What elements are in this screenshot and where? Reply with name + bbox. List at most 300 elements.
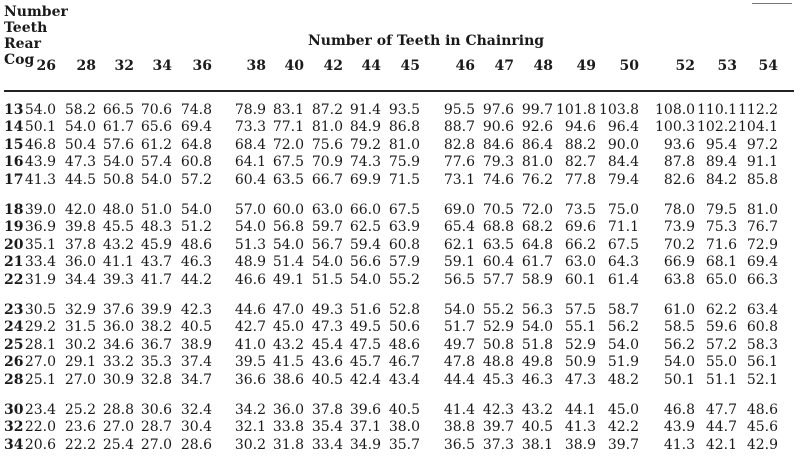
gear-inches-cell: 51.4 — [272, 254, 304, 271]
gear-inches-cell: 84.4 — [607, 154, 639, 171]
gear-inches-cell: 68.2 — [521, 219, 553, 236]
gear-inches-cell: 55.0 — [705, 354, 737, 371]
gear-inches-cell: 55.1 — [564, 319, 596, 336]
gear-inches-cell: 67.5 — [272, 154, 304, 171]
gear-inches-cell: 63.0 — [564, 254, 596, 271]
gear-inches-cell: 40.5 — [388, 402, 420, 418]
gear-inches-cell: 42.9 — [746, 436, 778, 453]
rear-cog-label: 23 — [4, 302, 24, 318]
gear-inches-cell: 28.6 — [180, 436, 212, 453]
gear-inches-cell: 28.1 — [24, 336, 56, 353]
gear-inches-cell: 72.0 — [272, 136, 304, 153]
gear-inches-cell: 54.0 — [272, 236, 304, 253]
gear-inches-cell: 30.9 — [102, 371, 134, 388]
gear-inches-cell: 31.5 — [64, 319, 96, 336]
rear-cog-label: 25 — [4, 336, 24, 353]
gear-inches-cell: 23.4 — [24, 402, 56, 418]
chainring-header: 48 — [533, 58, 553, 74]
gear-inches-cell: 30.5 — [24, 302, 56, 318]
gear-inches-cell: 48.8 — [482, 354, 514, 371]
gear-inches-cell: 34.9 — [349, 436, 381, 453]
gear-inches-cell: 47.3 — [311, 319, 343, 336]
gear-inches-cell: 69.9 — [349, 171, 381, 188]
gear-inches-cell: 62.1 — [443, 236, 475, 253]
gear-inches-cell: 52.9 — [482, 319, 514, 336]
gear-inches-cell: 66.5 — [102, 102, 134, 118]
gear-inches-cell: 69.6 — [564, 219, 596, 236]
gear-inches-cell: 64.1 — [234, 154, 266, 171]
gear-inches-cell: 104.1 — [738, 119, 779, 136]
gear-inches-cell: 46.3 — [180, 254, 212, 271]
corner-label-line: Rear — [4, 36, 41, 52]
gear-inches-cell: 56.3 — [521, 302, 553, 318]
gear-inches-cell: 70.9 — [311, 154, 343, 171]
gear-inches-cell: 81.0 — [521, 154, 553, 171]
gear-inches-cell: 46.7 — [388, 354, 420, 371]
gear-inches-cell: 37.8 — [311, 402, 343, 418]
gear-inches-cell: 49.8 — [521, 354, 553, 371]
gear-inches-cell: 39.3 — [102, 271, 134, 288]
gear-inches-cell: 35.1 — [24, 236, 56, 253]
gear-inches-cell: 44.6 — [234, 302, 266, 318]
gear-inches-cell: 31.9 — [24, 271, 56, 288]
gear-inches-cell: 101.8 — [556, 102, 597, 118]
rear-cog-label: 34 — [4, 436, 24, 453]
rear-cog-label: 15 — [4, 136, 24, 153]
gear-inches-cell: 43.4 — [388, 371, 420, 388]
gear-inches-cell: 60.8 — [388, 236, 420, 253]
gear-inches-cell: 54.0 — [234, 219, 266, 236]
gear-inches-cell: 43.2 — [102, 236, 134, 253]
gear-inches-cell: 70.6 — [140, 102, 172, 118]
gear-inches-cell: 67.5 — [388, 202, 420, 218]
gear-inches-cell: 81.0 — [388, 136, 420, 153]
gear-inches-cell: 76.7 — [746, 219, 778, 236]
rear-cog-label: 13 — [4, 102, 24, 118]
gear-inches-cell: 57.5 — [564, 302, 596, 318]
gear-inches-cell: 73.3 — [234, 119, 266, 136]
gear-inches-cell: 36.9 — [24, 219, 56, 236]
gear-inches-cell: 71.6 — [705, 236, 737, 253]
gear-inches-cell: 93.6 — [663, 136, 695, 153]
chainring-header: 34 — [152, 58, 172, 74]
gear-inches-cell: 48.9 — [234, 254, 266, 271]
gear-inches-cell: 56.8 — [272, 219, 304, 236]
gear-inches-cell: 64.8 — [180, 136, 212, 153]
gear-inches-cell: 45.4 — [311, 336, 343, 353]
gear-inches-cell: 79.4 — [607, 171, 639, 188]
gear-inches-cell: 55.2 — [482, 302, 514, 318]
gear-inches-cell: 42.7 — [234, 319, 266, 336]
gear-inches-cell: 56.6 — [349, 254, 381, 271]
gear-inches-cell: 37.8 — [64, 236, 96, 253]
gear-inches-cell: 50.8 — [482, 336, 514, 353]
gear-inches-cell: 54.0 — [607, 336, 639, 353]
chainring-header: 28 — [76, 58, 96, 74]
gear-inches-cell: 79.3 — [482, 154, 514, 171]
gear-inches-cell: 31.8 — [272, 436, 304, 453]
rear-cog-label: 18 — [4, 202, 24, 218]
gear-inches-cell: 30.6 — [140, 402, 172, 418]
gear-inches-cell: 48.0 — [102, 202, 134, 218]
gear-inches-cell: 43.2 — [521, 402, 553, 418]
gear-inches-cell: 44.7 — [705, 419, 737, 436]
gear-inches-cell: 99.7 — [521, 102, 553, 118]
gear-inches-cell: 84.9 — [349, 119, 381, 136]
gear-inches-cell: 103.8 — [599, 102, 640, 118]
table-title: Number of Teeth in Chainring — [308, 33, 545, 49]
gear-inches-cell: 57.6 — [102, 136, 134, 153]
gear-inches-cell: 20.6 — [24, 436, 56, 453]
gear-inches-cell: 59.7 — [311, 219, 343, 236]
gear-inches-cell: 48.6 — [746, 402, 778, 418]
gear-inches-cell: 48.2 — [607, 371, 639, 388]
gear-inches-cell: 38.1 — [521, 436, 553, 453]
gear-inches-cell: 35.4 — [311, 419, 343, 436]
gear-inches-cell: 59.1 — [443, 254, 475, 271]
chainring-header: 26 — [36, 58, 56, 74]
corner-label-line: Cog — [4, 52, 35, 68]
gear-inches-cell: 79.5 — [705, 202, 737, 218]
gear-inches-cell: 95.5 — [443, 102, 475, 118]
gear-inches-cell: 69.4 — [746, 254, 778, 271]
gear-inches-cell: 46.6 — [234, 271, 266, 288]
gear-inches-cell: 74.3 — [349, 154, 381, 171]
gear-inches-cell: 60.1 — [564, 271, 596, 288]
gear-inches-cell: 42.3 — [482, 402, 514, 418]
gear-inches-cell: 82.7 — [564, 154, 596, 171]
gear-inches-cell: 47.7 — [705, 402, 737, 418]
gear-inches-cell: 28.7 — [140, 419, 172, 436]
gear-inches-cell: 56.2 — [607, 319, 639, 336]
gear-inches-cell: 63.4 — [746, 302, 778, 318]
gear-inches-cell: 22.0 — [24, 419, 56, 436]
corner-label-line: Teeth — [4, 20, 48, 36]
gear-inches-cell: 49.5 — [349, 319, 381, 336]
chainring-header: 40 — [284, 58, 304, 74]
gear-inches-cell: 75.6 — [311, 136, 343, 153]
gear-inches-cell: 41.5 — [272, 354, 304, 371]
rear-cog-label: 32 — [4, 419, 24, 436]
gear-inches-cell: 93.5 — [388, 102, 420, 118]
gear-inches-cell: 34.7 — [180, 371, 212, 388]
gear-inches-cell: 73.9 — [663, 219, 695, 236]
gear-inches-cell: 40.5 — [180, 319, 212, 336]
gear-inches-cell: 54.0 — [521, 319, 553, 336]
gear-inches-cell: 88.2 — [564, 136, 596, 153]
gear-inches-cell: 46.3 — [521, 371, 553, 388]
gear-inches-cell: 34.6 — [102, 336, 134, 353]
gear-inches-cell: 68.1 — [705, 254, 737, 271]
gear-inches-cell: 36.0 — [272, 402, 304, 418]
gear-inches-cell: 54.0 — [102, 154, 134, 171]
gear-inches-cell: 47.0 — [272, 302, 304, 318]
gear-inches-cell: 77.8 — [564, 171, 596, 188]
gear-inches-cell: 33.2 — [102, 354, 134, 371]
chainring-header: 44 — [361, 58, 381, 74]
gear-inches-cell: 51.3 — [234, 236, 266, 253]
gear-inches-cell: 97.6 — [482, 102, 514, 118]
gear-inches-cell: 66.7 — [311, 171, 343, 188]
gear-inches-cell: 43.7 — [140, 254, 172, 271]
gear-inches-cell: 44.4 — [443, 371, 475, 388]
chainring-header: 49 — [576, 58, 596, 74]
gear-inches-cell: 91.1 — [746, 154, 778, 171]
gear-inches-cell: 41.3 — [24, 171, 56, 188]
gear-inches-cell: 57.2 — [705, 336, 737, 353]
gear-inches-cell: 38.2 — [140, 319, 172, 336]
gear-inches-cell: 33.4 — [24, 254, 56, 271]
rear-cog-label: 14 — [4, 119, 24, 136]
gear-inches-cell: 32.8 — [140, 371, 172, 388]
top-edge-line — [752, 3, 792, 4]
gear-inches-cell: 51.6 — [349, 302, 381, 318]
gear-inches-cell: 47.5 — [349, 336, 381, 353]
rear-cog-label: 16 — [4, 154, 24, 171]
gear-inches-cell: 49.1 — [272, 271, 304, 288]
gear-inches-cell: 25.2 — [64, 402, 96, 418]
gear-inches-cell: 22.2 — [64, 436, 96, 453]
gear-inches-cell: 83.1 — [272, 102, 304, 118]
gear-inches-cell: 86.8 — [388, 119, 420, 136]
gear-inches-cell: 108.0 — [655, 102, 696, 118]
gear-inches-cell: 58.9 — [521, 271, 553, 288]
gear-inches-cell: 82.8 — [443, 136, 475, 153]
gear-inches-cell: 49.7 — [443, 336, 475, 353]
gear-inches-cell: 66.0 — [349, 202, 381, 218]
gear-inches-cell: 60.8 — [746, 319, 778, 336]
gear-inches-cell: 39.0 — [24, 202, 56, 218]
gear-inches-cell: 59.4 — [349, 236, 381, 253]
gear-inches-cell: 54.0 — [180, 202, 212, 218]
gear-inches-cell: 47.3 — [564, 371, 596, 388]
gear-inches-cell: 77.1 — [272, 119, 304, 136]
gear-inches-cell: 52.1 — [746, 371, 778, 388]
gear-inches-cell: 45.0 — [272, 319, 304, 336]
gear-inches-cell: 50.4 — [64, 136, 96, 153]
gear-inches-cell: 46.8 — [663, 402, 695, 418]
rear-cog-label: 17 — [4, 171, 24, 188]
gear-inches-cell: 41.3 — [564, 419, 596, 436]
gear-inches-cell: 36.7 — [140, 336, 172, 353]
gear-inches-cell: 40.5 — [311, 371, 343, 388]
gear-inches-cell: 44.1 — [564, 402, 596, 418]
gear-inches-cell: 73.5 — [564, 202, 596, 218]
chainring-header: 46 — [455, 58, 475, 74]
gear-inches-cell: 37.1 — [349, 419, 381, 436]
gear-inches-cell: 110.1 — [697, 102, 738, 118]
gear-inches-cell: 35.3 — [140, 354, 172, 371]
gear-inches-cell: 39.6 — [349, 402, 381, 418]
gear-inches-cell: 50.9 — [564, 354, 596, 371]
gear-inches-cell: 28.8 — [102, 402, 134, 418]
gear-inches-cell: 36.0 — [64, 254, 96, 271]
gear-inches-cell: 35.7 — [388, 436, 420, 453]
gear-inches-cell: 38.8 — [443, 419, 475, 436]
gear-inches-cell: 97.2 — [746, 136, 778, 153]
gear-inches-cell: 51.1 — [705, 371, 737, 388]
gear-inches-cell: 36.5 — [443, 436, 475, 453]
gear-inches-cell: 63.0 — [311, 202, 343, 218]
gear-inches-cell: 45.9 — [140, 236, 172, 253]
gear-inches-cell: 34.2 — [234, 402, 266, 418]
gear-inches-cell: 54.0 — [311, 254, 343, 271]
gear-inches-cell: 44.2 — [180, 271, 212, 288]
gear-inches-cell: 51.5 — [311, 271, 343, 288]
gear-inches-cell: 30.2 — [234, 436, 266, 453]
gear-inches-cell: 50.1 — [24, 119, 56, 136]
gear-inches-cell: 61.7 — [102, 119, 134, 136]
gear-inches-cell: 55.2 — [388, 271, 420, 288]
gear-inches-cell: 67.5 — [607, 236, 639, 253]
gear-inches-cell: 68.8 — [482, 219, 514, 236]
gear-inches-cell: 43.6 — [311, 354, 343, 371]
gear-inches-cell: 45.3 — [482, 371, 514, 388]
gear-inches-cell: 70.5 — [482, 202, 514, 218]
gear-inches-cell: 27.0 — [102, 419, 134, 436]
gear-inches-cell: 62.2 — [705, 302, 737, 318]
chainring-header: 52 — [675, 58, 695, 74]
gear-inches-cell: 45.7 — [349, 354, 381, 371]
gear-inches-cell: 46.8 — [24, 136, 56, 153]
gear-inches-cell: 34.4 — [64, 271, 96, 288]
gear-inches-cell: 38.6 — [272, 371, 304, 388]
gear-inches-cell: 90.6 — [482, 119, 514, 136]
gear-inches-cell: 57.9 — [388, 254, 420, 271]
gear-inches-cell: 72.0 — [521, 202, 553, 218]
gear-inches-cell: 39.7 — [482, 419, 514, 436]
gear-inches-cell: 54.0 — [443, 302, 475, 318]
gear-inches-cell: 42.0 — [64, 202, 96, 218]
gear-inches-cell: 54.0 — [663, 354, 695, 371]
gear-inches-cell: 79.2 — [349, 136, 381, 153]
gear-inches-cell: 94.6 — [564, 119, 596, 136]
gear-inches-cell: 50.8 — [102, 171, 134, 188]
gear-inches-cell: 25.1 — [24, 371, 56, 388]
gear-inches-cell: 37.6 — [102, 302, 134, 318]
gear-inches-cell: 45.5 — [102, 219, 134, 236]
gear-inches-cell: 63.5 — [272, 171, 304, 188]
gear-inches-cell: 88.7 — [443, 119, 475, 136]
gear-inches-cell: 112.2 — [738, 102, 779, 118]
gear-inches-cell: 59.6 — [705, 319, 737, 336]
gear-inches-cell: 85.8 — [746, 171, 778, 188]
gear-inches-cell: 68.4 — [234, 136, 266, 153]
rear-cog-label: 19 — [4, 219, 24, 236]
gear-inches-cell: 54.0 — [24, 102, 56, 118]
gear-inches-cell: 51.7 — [443, 319, 475, 336]
gear-inches-cell: 56.7 — [311, 236, 343, 253]
gear-inches-cell: 100.3 — [655, 119, 696, 136]
gear-inches-cell: 58.7 — [607, 302, 639, 318]
gear-inches-cell: 40.5 — [521, 419, 553, 436]
chainring-header: 38 — [246, 58, 266, 74]
gear-inches-cell: 96.4 — [607, 119, 639, 136]
gear-inches-cell: 81.0 — [311, 119, 343, 136]
gear-inches-cell: 58.3 — [746, 336, 778, 353]
gear-inches-cell: 37.4 — [180, 354, 212, 371]
gear-inches-cell: 57.2 — [180, 171, 212, 188]
gear-inches-cell: 29.2 — [24, 319, 56, 336]
gear-inches-cell: 41.7 — [140, 271, 172, 288]
gear-inches-cell: 60.8 — [180, 154, 212, 171]
gear-inches-cell: 50.6 — [388, 319, 420, 336]
gear-inches-cell: 52.9 — [564, 336, 596, 353]
gear-inches-cell: 38.0 — [388, 419, 420, 436]
gear-inches-cell: 42.1 — [705, 436, 737, 453]
gear-inches-cell: 102.2 — [697, 119, 738, 136]
gear-inches-cell: 27.0 — [64, 371, 96, 388]
gear-inches-cell: 38.9 — [564, 436, 596, 453]
gear-inches-cell: 60.4 — [234, 171, 266, 188]
gear-inches-cell: 63.9 — [388, 219, 420, 236]
gear-inches-cell: 39.9 — [140, 302, 172, 318]
gear-inches-cell: 62.5 — [349, 219, 381, 236]
gear-inches-cell: 37.3 — [482, 436, 514, 453]
gear-inches-cell: 51.0 — [140, 202, 172, 218]
gear-inches-cell: 91.4 — [349, 102, 381, 118]
gear-inches-cell: 75.0 — [607, 202, 639, 218]
gear-inches-cell: 66.3 — [746, 271, 778, 288]
chainring-header: 47 — [494, 58, 514, 74]
chainring-header: 32 — [114, 58, 134, 74]
gear-inches-cell: 77.6 — [443, 154, 475, 171]
rear-cog-label: 26 — [4, 354, 24, 371]
rear-cog-label: 28 — [4, 371, 24, 388]
gear-inches-cell: 84.2 — [705, 171, 737, 188]
gear-inches-cell: 30.4 — [180, 419, 212, 436]
header-rule — [4, 90, 794, 92]
gear-inches-cell: 84.6 — [482, 136, 514, 153]
gear-inches-cell: 45.0 — [607, 402, 639, 418]
gear-inches-cell: 65.4 — [443, 219, 475, 236]
gear-inches-cell: 23.6 — [64, 419, 96, 436]
gear-inches-cell: 56.5 — [443, 271, 475, 288]
chainring-header: 54 — [758, 58, 778, 74]
gear-inches-cell: 71.5 — [388, 171, 420, 188]
gear-inches-cell: 51.9 — [607, 354, 639, 371]
gear-inches-cell: 29.1 — [64, 354, 96, 371]
gear-inches-cell: 39.7 — [607, 436, 639, 453]
gear-inches-cell: 87.2 — [311, 102, 343, 118]
gear-inches-cell: 54.0 — [349, 271, 381, 288]
gear-inches-cell: 54.0 — [64, 119, 96, 136]
gear-inches-cell: 57.4 — [140, 154, 172, 171]
gear-inches-cell: 69.4 — [180, 119, 212, 136]
gear-inches-cell: 54.0 — [140, 171, 172, 188]
gear-inches-cell: 39.8 — [64, 219, 96, 236]
gear-inches-cell: 65.0 — [705, 271, 737, 288]
gear-inches-cell: 75.9 — [388, 154, 420, 171]
gear-inches-cell: 30.2 — [64, 336, 96, 353]
gear-inches-cell: 76.2 — [521, 171, 553, 188]
gear-inches-cell: 32.1 — [234, 419, 266, 436]
gear-inches-cell: 73.1 — [443, 171, 475, 188]
gear-inches-cell: 70.2 — [663, 236, 695, 253]
gear-inches-cell: 36.0 — [102, 319, 134, 336]
rear-cog-label: 21 — [4, 254, 24, 271]
rear-cog-label: 30 — [4, 402, 24, 418]
gear-inches-cell: 27.0 — [140, 436, 172, 453]
gear-inches-cell: 42.4 — [349, 371, 381, 388]
gear-inches-cell: 41.4 — [443, 402, 475, 418]
gear-inches-cell: 51.2 — [180, 219, 212, 236]
gear-inches-cell: 32.4 — [180, 402, 212, 418]
gear-inches-cell: 36.6 — [234, 371, 266, 388]
chainring-header: 53 — [717, 58, 737, 74]
gear-inches-cell: 57.0 — [234, 202, 266, 218]
gear-inches-cell: 42.2 — [607, 419, 639, 436]
